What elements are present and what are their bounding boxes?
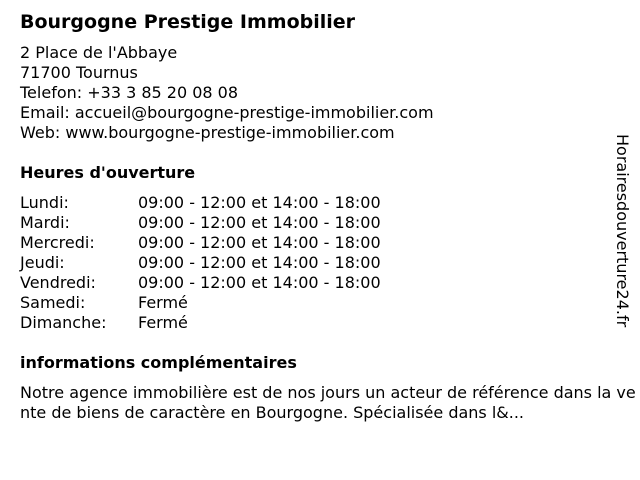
hours-row [20, 193, 381, 213]
day-label: Samedi: [20, 293, 86, 312]
info-heading: informations complémentaires [20, 353, 297, 372]
contact-block [20, 43, 434, 143]
day-hours: 09:00 - 12:00 et 14:00 - 18:00 [138, 253, 381, 272]
day-hours: 09:00 - 12:00 et 14:00 - 18:00 [138, 193, 381, 212]
day-label: Jeudi: [20, 253, 65, 272]
phone-number: Telefon: +33 3 85 20 08 08 [20, 83, 239, 102]
agency-name: Bourgogne Prestige Immobilier [20, 11, 356, 33]
day-hours: Fermé [138, 313, 188, 332]
hours-row [20, 213, 381, 233]
day-label: Dimanche: [20, 313, 107, 332]
day-label: Mercredi: [20, 233, 95, 252]
day-hours: 09:00 - 12:00 et 14:00 - 18:00 [138, 233, 381, 252]
hours-row [20, 273, 381, 293]
address-street: 2 Place de l'Abbaye [20, 43, 178, 62]
hours-row [20, 293, 381, 313]
day-label: Mardi: [20, 213, 70, 232]
website-address: Web: www.bourgogne-prestige-immobilier.com [20, 123, 395, 142]
day-hours: Fermé [138, 293, 188, 312]
hours-row [20, 233, 381, 253]
opening-hours-list [20, 193, 381, 333]
watermark-text: Horairesdouverture24.fr [613, 134, 632, 328]
hours-heading: Heures d'ouverture [20, 163, 196, 182]
day-label: Lundi: [20, 193, 69, 212]
email-address: Email: accueil@bourgogne-prestige-immobilier.com [20, 103, 434, 122]
hours-row [20, 253, 381, 273]
day-label: Vendredi: [20, 273, 96, 292]
day-hours: 09:00 - 12:00 et 14:00 - 18:00 [138, 213, 381, 232]
address-city: 71700 Tournus [20, 63, 138, 82]
day-hours: 09:00 - 12:00 et 14:00 - 18:00 [138, 273, 381, 292]
hours-row [20, 313, 381, 333]
info-description: Notre agence immobilière est de nos jours un acteur de référence dans la vente de biens de caractère en Bourgogne. Spécialisée dans l&... [20, 383, 636, 422]
